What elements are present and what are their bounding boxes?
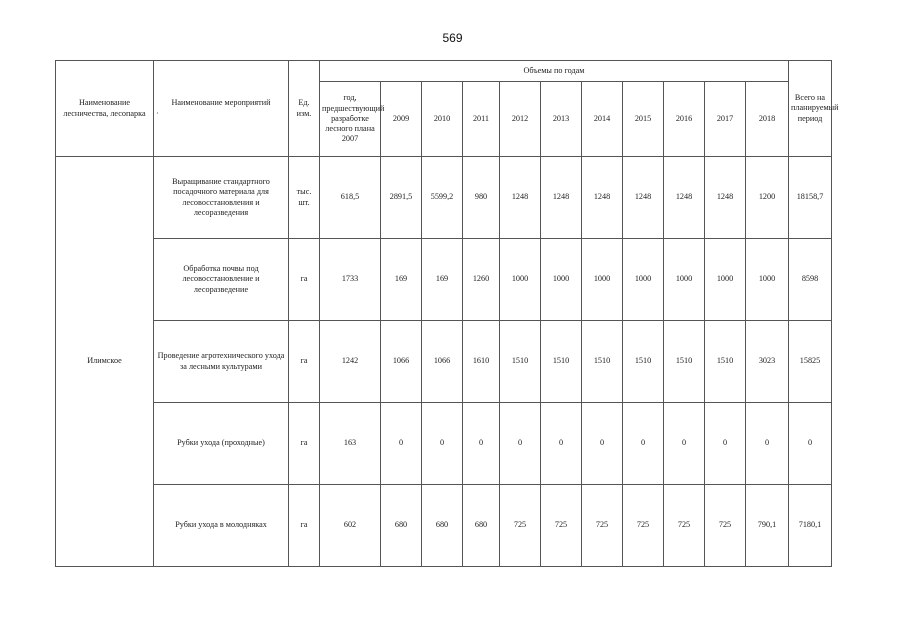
- year-value-cell: 1066: [381, 321, 422, 403]
- year-value-cell: 0: [582, 403, 623, 485]
- year-value-cell: 1248: [582, 157, 623, 239]
- header-year: 2011: [463, 82, 500, 157]
- year-value-cell: 725: [500, 485, 541, 567]
- year-value-cell: 0: [664, 403, 705, 485]
- year-value-cell: 725: [705, 485, 746, 567]
- header-forestry: Наименование лесничества, лесопарка: [56, 61, 154, 157]
- header-year: 2012: [500, 82, 541, 157]
- total-cell: 0: [789, 403, 832, 485]
- year-value-cell: 3023: [746, 321, 789, 403]
- year-value-cell: 680: [381, 485, 422, 567]
- year-value-cell: 1248: [705, 157, 746, 239]
- year-value-cell: 725: [664, 485, 705, 567]
- year-value-cell: 680: [422, 485, 463, 567]
- activity-name: Рубки ухода (проходные): [154, 403, 289, 485]
- year-value-cell: 1200: [746, 157, 789, 239]
- prior-year-cell: 602: [320, 485, 381, 567]
- year-value-cell: 5599,2: [422, 157, 463, 239]
- year-value-cell: 0: [422, 403, 463, 485]
- activity-name: Обработка почвы под лесовосстановление и лесоразведение: [154, 239, 289, 321]
- prior-year-cell: 1733: [320, 239, 381, 321]
- table-row: [56, 239, 832, 321]
- year-value-cell: 1000: [664, 239, 705, 321]
- unit-cell: га: [289, 321, 320, 403]
- year-value-cell: 1510: [582, 321, 623, 403]
- year-value-cell: 0: [746, 403, 789, 485]
- header-row-top: [56, 61, 832, 82]
- year-value-cell: 1248: [664, 157, 705, 239]
- year-value-cell: 0: [541, 403, 582, 485]
- header-activity: Наименование мероприятий ·: [154, 61, 289, 157]
- year-value-cell: 0: [463, 403, 500, 485]
- year-value-cell: 980: [463, 157, 500, 239]
- year-value-cell: 0: [500, 403, 541, 485]
- year-value-cell: 680: [463, 485, 500, 567]
- header-year: 2013: [541, 82, 582, 157]
- header-year: 2015: [623, 82, 664, 157]
- unit-cell: тыс. шт.: [289, 157, 320, 239]
- year-value-cell: 1248: [541, 157, 582, 239]
- total-cell: 7180,1: [789, 485, 832, 567]
- year-value-cell: 1248: [500, 157, 541, 239]
- year-value-cell: 1000: [582, 239, 623, 321]
- year-value-cell: 1510: [541, 321, 582, 403]
- total-cell: 18158,7: [789, 157, 832, 239]
- header-year: 2016: [664, 82, 705, 157]
- table-row: [56, 157, 832, 239]
- prior-year-cell: 1242: [320, 321, 381, 403]
- table-row: [56, 321, 832, 403]
- total-cell: 8598: [789, 239, 832, 321]
- year-value-cell: 790,1: [746, 485, 789, 567]
- forestry-name: Илимское: [56, 157, 154, 567]
- year-value-cell: 725: [623, 485, 664, 567]
- year-value-cell: 1510: [623, 321, 664, 403]
- header-year: 2018: [746, 82, 789, 157]
- year-value-cell: 1000: [541, 239, 582, 321]
- page-number: 569: [442, 31, 463, 45]
- header-activity-mark: ·: [156, 108, 159, 118]
- table-row: [56, 485, 832, 567]
- year-value-cell: 1000: [500, 239, 541, 321]
- unit-cell: га: [289, 403, 320, 485]
- year-value-cell: 1000: [746, 239, 789, 321]
- header-unit: Ед. изм.: [289, 61, 320, 157]
- year-value-cell: 169: [422, 239, 463, 321]
- year-value-cell: 1066: [422, 321, 463, 403]
- activity-name: Выращивание стандартного посадочного материала для лесовосстановления и лесоразведения: [154, 157, 289, 239]
- header-year: 2014: [582, 82, 623, 157]
- total-cell: 15825: [789, 321, 832, 403]
- header-year: 2009: [381, 82, 422, 157]
- year-value-cell: 169: [381, 239, 422, 321]
- year-value-cell: 1000: [623, 239, 664, 321]
- year-value-cell: 1260: [463, 239, 500, 321]
- year-value-cell: 1510: [664, 321, 705, 403]
- year-value-cell: 2891,5: [381, 157, 422, 239]
- year-value-cell: 0: [705, 403, 746, 485]
- year-value-cell: 725: [582, 485, 623, 567]
- header-prior-year: год, предшествующий разработке лесного плана 2007: [320, 82, 381, 157]
- unit-cell: га: [289, 485, 320, 567]
- activity-name: Проведение агротехнического ухода за лесными культурами: [154, 321, 289, 403]
- header-total: Всего на планируемый период: [789, 61, 832, 157]
- prior-year-cell: 163: [320, 403, 381, 485]
- year-value-cell: 0: [623, 403, 664, 485]
- year-value-cell: 1000: [705, 239, 746, 321]
- year-value-cell: 1510: [705, 321, 746, 403]
- unit-cell: га: [289, 239, 320, 321]
- year-value-cell: 1610: [463, 321, 500, 403]
- prior-year-cell: 618,5: [320, 157, 381, 239]
- header-year: 2010: [422, 82, 463, 157]
- year-value-cell: 725: [541, 485, 582, 567]
- table-row: [56, 403, 832, 485]
- header-volumes: Объемы по годам: [320, 61, 789, 82]
- year-value-cell: 1248: [623, 157, 664, 239]
- year-value-cell: 0: [381, 403, 422, 485]
- header-year: 2017: [705, 82, 746, 157]
- activity-name: Рубки ухода в молодняках: [154, 485, 289, 567]
- year-value-cell: 1510: [500, 321, 541, 403]
- forest-plan-table: [55, 60, 839, 567]
